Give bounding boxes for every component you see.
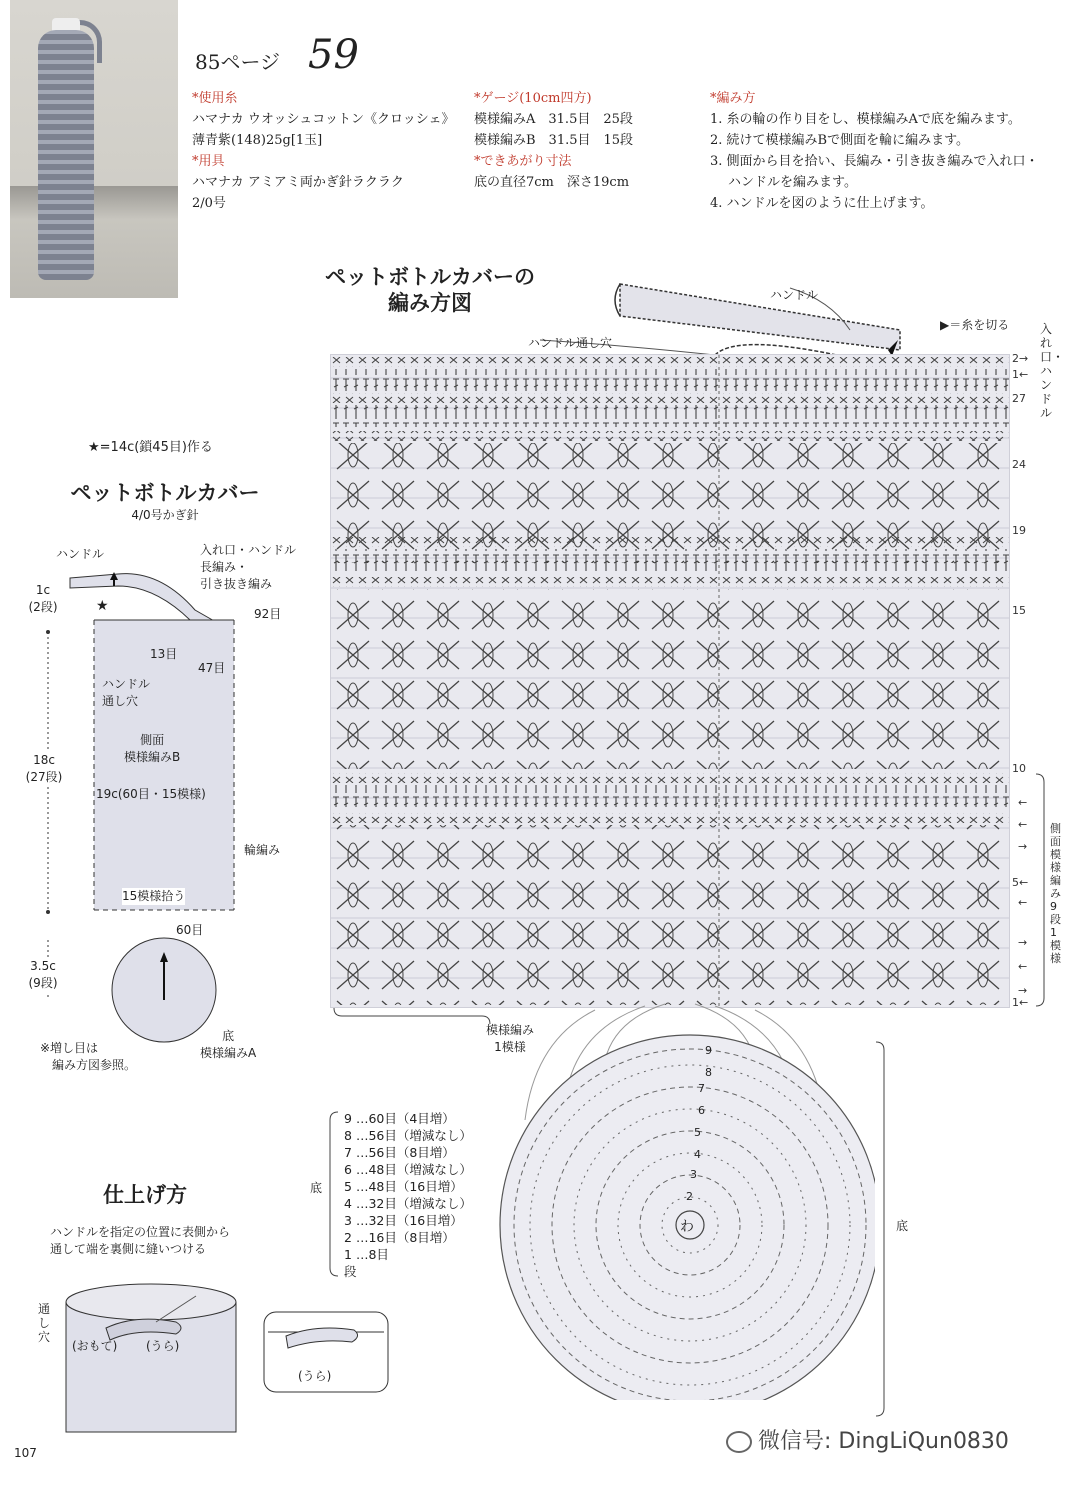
page-number: 107: [14, 1446, 37, 1460]
tools-line: ハマナカ アミアミ両かぎ針ラクラク: [192, 175, 404, 190]
row-label: 1←: [1012, 368, 1029, 381]
increase-note: [40, 1040, 136, 1074]
instruction-step: ハンドルを編みます。: [728, 175, 857, 190]
circle-row-label: 2: [686, 1190, 693, 1203]
handle-label: ハンドル: [770, 288, 819, 302]
schematic-bottom: [200, 1028, 256, 1062]
schematic-mouth-line: 長編み・: [200, 560, 249, 574]
table-row: [344, 1212, 472, 1229]
direction-arrow: →: [1018, 840, 1028, 853]
instructions-block: [710, 88, 1060, 214]
table-row-number: 4: [344, 1196, 352, 1211]
finishing-back-label: (うら): [146, 1339, 180, 1353]
cut-note: ▶＝糸を切る: [940, 318, 1010, 332]
schematic-dim: (2段): [28, 600, 58, 614]
wechat-icon: [726, 1431, 752, 1453]
bottom-bracket: [874, 1040, 894, 1420]
schematic-18c: [24, 752, 64, 786]
watermark-text: 微信号: DingLiQun0830: [758, 1429, 1009, 1454]
row-label: 1←: [1012, 996, 1029, 1009]
chart-title-line: ペットボトルカバーの: [325, 265, 535, 289]
table-row-number: 6: [344, 1162, 352, 1177]
direction-arrow: →: [1018, 936, 1028, 949]
row-label: 19: [1012, 524, 1026, 537]
stitch-pattern: [331, 355, 1009, 1007]
pattern-number: 59: [308, 32, 359, 78]
schematic-round: 輪編み: [244, 843, 281, 857]
schematic-bottom-line: 底: [222, 1029, 235, 1043]
table-row: [344, 1127, 472, 1144]
circle-row-label: 4: [694, 1148, 701, 1161]
bottom-chart: [495, 1000, 875, 1400]
table-row: [344, 1110, 472, 1127]
repeat-label-line: 1模様: [494, 1040, 526, 1054]
instruction-step: 1. 糸の輪の作り目をし、模様編みAで底を編みます。: [710, 112, 1021, 127]
stitch-chart: [330, 354, 1010, 1008]
tools-line: 2/0号: [192, 196, 226, 211]
side-label: 側面 模様編み 9段1模様: [1050, 822, 1061, 965]
instruction-step: 2. 続けて模様編みBで側面を輪に編みます。: [710, 133, 970, 148]
finishing-hole-label: 通し穴: [38, 1302, 51, 1344]
circle-row-label: 6: [698, 1104, 705, 1117]
window-sill: [10, 186, 178, 298]
schematic-hole-line: 通し穴: [102, 694, 139, 708]
direction-arrow: ←: [1018, 960, 1028, 973]
instruction-step: 4. ハンドルを図のように仕上げます。: [710, 196, 934, 211]
schematic-47-stitches: 47目: [198, 661, 226, 675]
table-row: [344, 1161, 472, 1178]
table-row-text: …8目: [355, 1247, 389, 1262]
schematic-dim: (9段): [28, 976, 58, 990]
product-photo: [10, 0, 178, 298]
handle-band: [620, 284, 900, 350]
circle-row-label: 9: [705, 1044, 712, 1057]
direction-arrow: ←: [1018, 896, 1028, 909]
repeat-label-line: 模様編み: [485, 1023, 534, 1037]
schematic-dim: 18c: [33, 753, 55, 767]
table-row-number: 9: [344, 1111, 352, 1126]
table-row-text: …48目（16目増）: [355, 1179, 463, 1194]
finishing-note: [50, 1224, 230, 1258]
table-row-number: 1: [344, 1247, 352, 1262]
bottom-side-label: 底: [896, 1219, 909, 1233]
table-row-number: 7: [344, 1145, 352, 1160]
schematic-hole-line: ハンドル: [102, 677, 151, 691]
gauge-block: [474, 88, 694, 193]
table-row-text: …60目（4目増）: [355, 1111, 455, 1126]
schematic-35c: [28, 958, 58, 992]
yarn-line: 薄青紫(148)25g[1玉]: [192, 133, 323, 148]
schematic-dim: 1c: [35, 583, 51, 597]
table-footer: 段: [344, 1264, 357, 1279]
table-label: 底: [310, 1181, 323, 1195]
star-note: ★=14c(鎖45目)作る: [88, 440, 213, 455]
size-heading: *できあがり寸法: [474, 154, 572, 169]
schematic-dim: 3.5c: [30, 959, 56, 973]
schematic-1c: [28, 582, 58, 616]
schematic-title: ペットボトルカバー: [70, 481, 260, 505]
direction-arrow: ←: [1018, 818, 1028, 831]
schematic-mouth: [200, 542, 300, 593]
schematic-side-line: 側面: [140, 733, 165, 747]
size-line: 底の直径7cm 深さ19cm: [474, 175, 630, 190]
table-row: [344, 1144, 472, 1161]
schematic-hook: 4/0号かぎ針: [131, 508, 199, 522]
table-row-number: 3: [344, 1213, 352, 1228]
yarn-heading: *使用糸: [192, 91, 238, 106]
instructions-heading: *編み方: [710, 91, 756, 106]
schematic-13-stitches: 13目: [150, 647, 178, 661]
star-marker: ★: [96, 598, 109, 614]
top-side-label: 入れ口・ハンドル: [1040, 322, 1065, 420]
table-row: [344, 1178, 472, 1195]
table-row-text: …48目（増減なし）: [355, 1162, 472, 1177]
schematic-bottom-line: 模様編みA: [200, 1046, 257, 1060]
schematic-mouth-line: 引き抜き編み: [200, 577, 273, 591]
increase-note-line: 編み方図参照。: [52, 1058, 137, 1072]
circle-row-label: 3: [690, 1168, 697, 1181]
table-row: [344, 1246, 472, 1263]
handle-hole-label: ハンドル通し穴: [528, 336, 613, 350]
row-label: 24: [1012, 458, 1026, 471]
instruction-step: 3. 側面から目を拾い、長編み・引き抜き編みで入れ口・: [710, 154, 1039, 169]
table-row: [344, 1195, 472, 1212]
gauge-heading: *ゲージ(10cm四方): [474, 91, 592, 106]
circle-row-label: 7: [698, 1082, 705, 1095]
gauge-line: 模様編みB 31.5目 15段: [474, 133, 634, 148]
direction-arrow: ←: [1018, 796, 1028, 809]
finishing-front-label: (おもて): [72, 1339, 118, 1353]
schematic-pickup: 15模様拾う: [122, 889, 186, 903]
direction-arrow: →: [1018, 984, 1028, 997]
schematic-dim: (27段): [25, 770, 63, 784]
table-row: [344, 1229, 472, 1246]
table-row-text: …32目（増減なし）: [355, 1196, 472, 1211]
schematic-side: [124, 732, 180, 766]
gauge-line: 模様編みA 31.5目 25段: [474, 112, 633, 127]
schematic-mouth-line: 入れ口・ハンドル: [200, 543, 297, 557]
increase-note-line: ※増し目は: [40, 1041, 99, 1055]
finishing-note-line: 通して端を裏側に縫いつける: [50, 1242, 207, 1256]
finishing-note-line: ハンドルを指定の位置に表側から: [50, 1225, 231, 1239]
finishing-back-label-2: (うら): [298, 1369, 332, 1383]
yarn-line: ハマナカ ウオッシュコットン《クロッシェ》: [192, 112, 455, 127]
side-bracket: [1034, 772, 1048, 1008]
circle-center-label: わ: [680, 1219, 694, 1235]
schematic-92-stitches: 92目: [254, 607, 282, 621]
table-row-number: 2: [344, 1230, 352, 1245]
circle-row-label: 5: [694, 1126, 701, 1139]
table-row-number: 8: [344, 1128, 352, 1143]
increase-table: [344, 1110, 472, 1280]
finishing-title: 仕上げ方: [103, 1183, 187, 1207]
table-row-text: …32目（16目増）: [355, 1213, 463, 1228]
table-row-number: 5: [344, 1179, 352, 1194]
materials-block: [192, 88, 472, 214]
table-row-text: …16目（8目増）: [355, 1230, 455, 1245]
watermark: [726, 1424, 1009, 1455]
schematic-width: 19c(60目・15模様): [96, 787, 206, 801]
row-label: 5←: [1012, 876, 1029, 889]
circle-row-label: 8: [705, 1066, 712, 1079]
row-label: 27: [1012, 392, 1026, 405]
table-row-text: …56目（8目増）: [355, 1145, 455, 1160]
schematic-hole: [102, 676, 150, 710]
schematic-60-stitches: 60目: [176, 923, 204, 937]
row-label: 10: [1012, 762, 1026, 775]
schematic-handle: ハンドル: [56, 547, 105, 561]
page-reference: 85ページ: [195, 50, 281, 74]
tools-heading: *用具: [192, 154, 225, 169]
table-row-text: …56目（増減なし）: [355, 1128, 472, 1143]
row-label: 2→: [1012, 352, 1029, 365]
crocheted-bottle-cover: [38, 30, 94, 280]
row-label: 15: [1012, 604, 1026, 617]
table-bracket: [326, 1110, 340, 1278]
chart-title-line: 編み方図: [388, 291, 472, 315]
schematic-side-line: 模様編みB: [124, 750, 181, 764]
